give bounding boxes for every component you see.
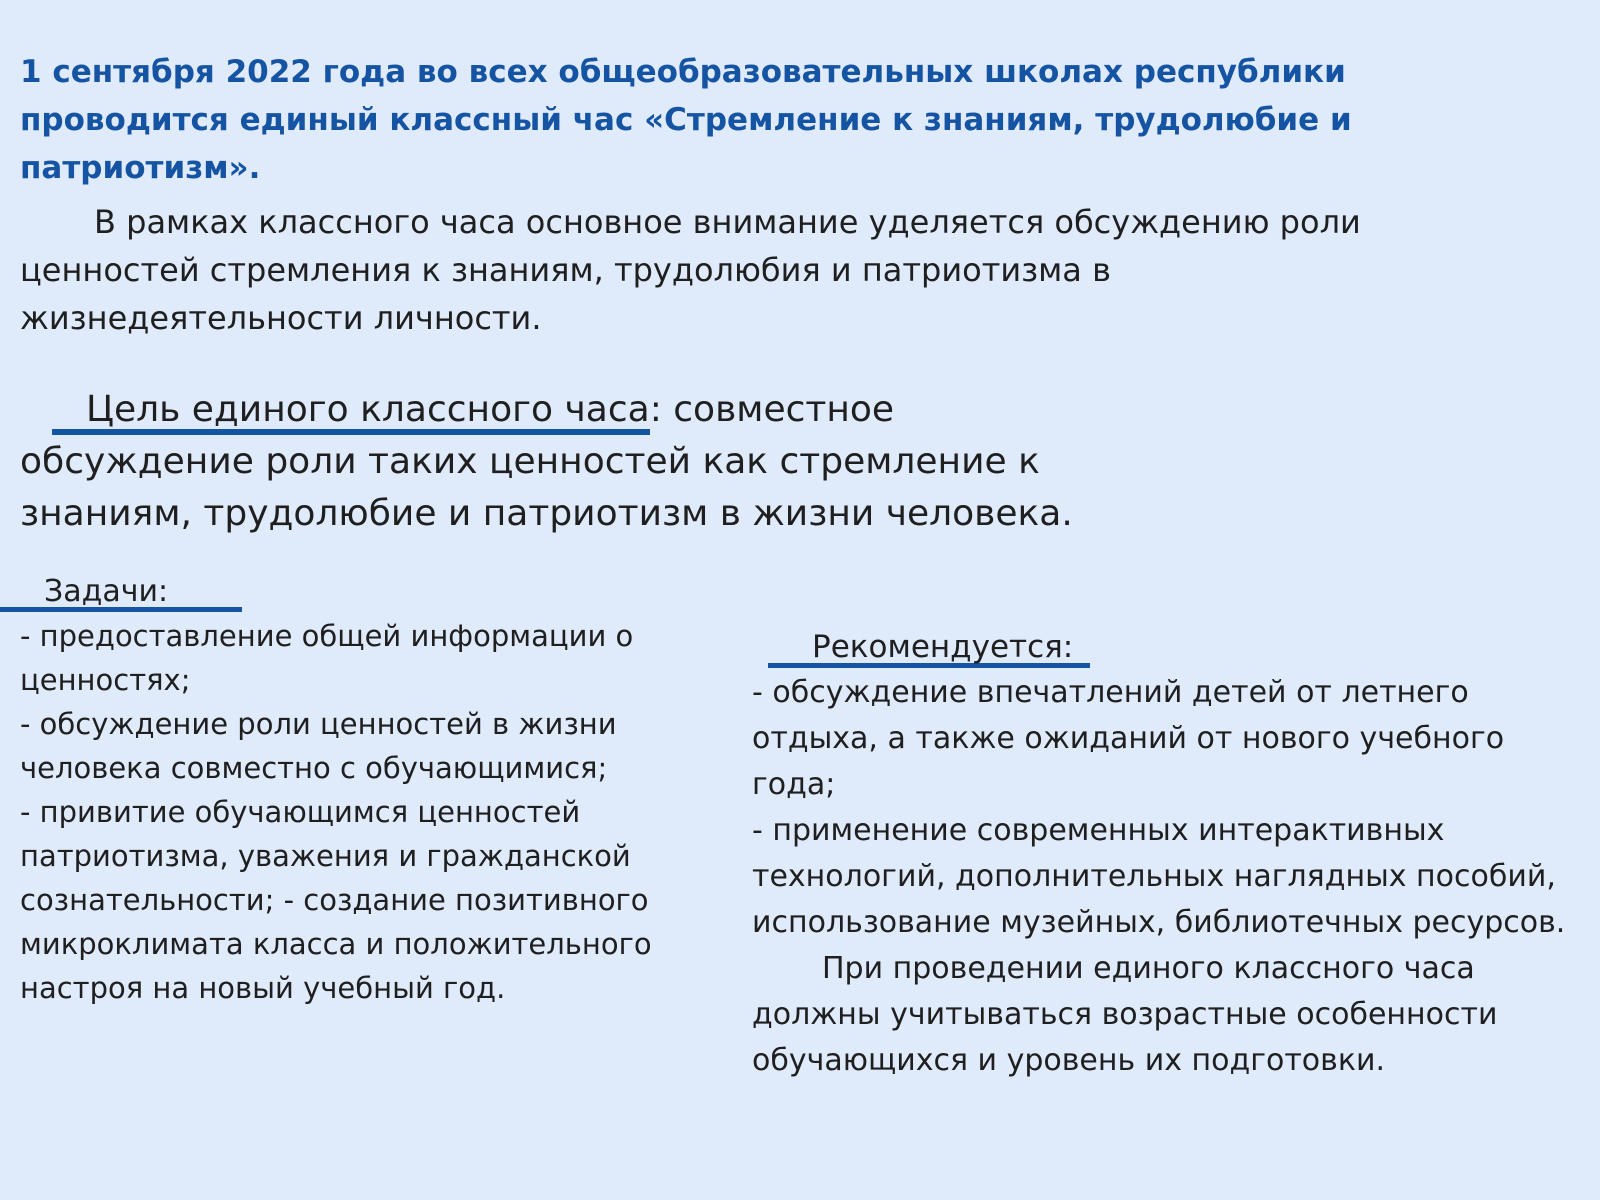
recommended-item-impressions: - обсуждение впечатлений детей от летнего отдыха, а также ожиданий от нового учебного года; (752, 675, 1505, 802)
goal-paragraph (20, 384, 1100, 540)
tasks-heading: Задачи: (0, 572, 242, 612)
headline: 1 сентября 2022 года во всех общеобразовательных школах республики проводится единый классный час «Стремление к знаниям, трудолюбие и патриотизм». (20, 54, 1352, 186)
goal-label: Цель единого классного часа (52, 391, 650, 435)
goal-text: : совместное обсуждение роли таких ценностей как стремление к знаниям, трудолюбие и патриотизм в жизни человека. (20, 389, 1073, 534)
task-item-patriotism: - привитие обучающимся ценностей патриотизма, уважения и гражданской сознательности; - создание позитивного микроклимата класса и положительного настроя на новый учебный год. (20, 795, 652, 1005)
intro-paragraph: В рамках классного часа основное внимание уделяется обсуждению роли ценностей стремления к знаниям, трудолюбия и патриотизма в жизнедеятельности личности. (20, 203, 1361, 337)
recommended-item-technologies: - применение современных интерактивных технологий, дополнительных наглядных пособий, использование музейных, библиотечных ресурсов. (752, 813, 1566, 940)
tasks-list (20, 614, 720, 1010)
recommended-list (752, 670, 1592, 1084)
recommended-note: При проведении единого классного часа должны учитываться возрастные особенности обучающихся и уровень их подготовки. (752, 951, 1498, 1078)
task-item-discussion: - обсуждение роли ценностей в жизни человека совместно с обучающимися; (20, 707, 617, 785)
recommended-heading: Рекомендуется: (768, 626, 1090, 668)
task-item-information: - предоставление общей информации о ценностях; (20, 619, 634, 697)
